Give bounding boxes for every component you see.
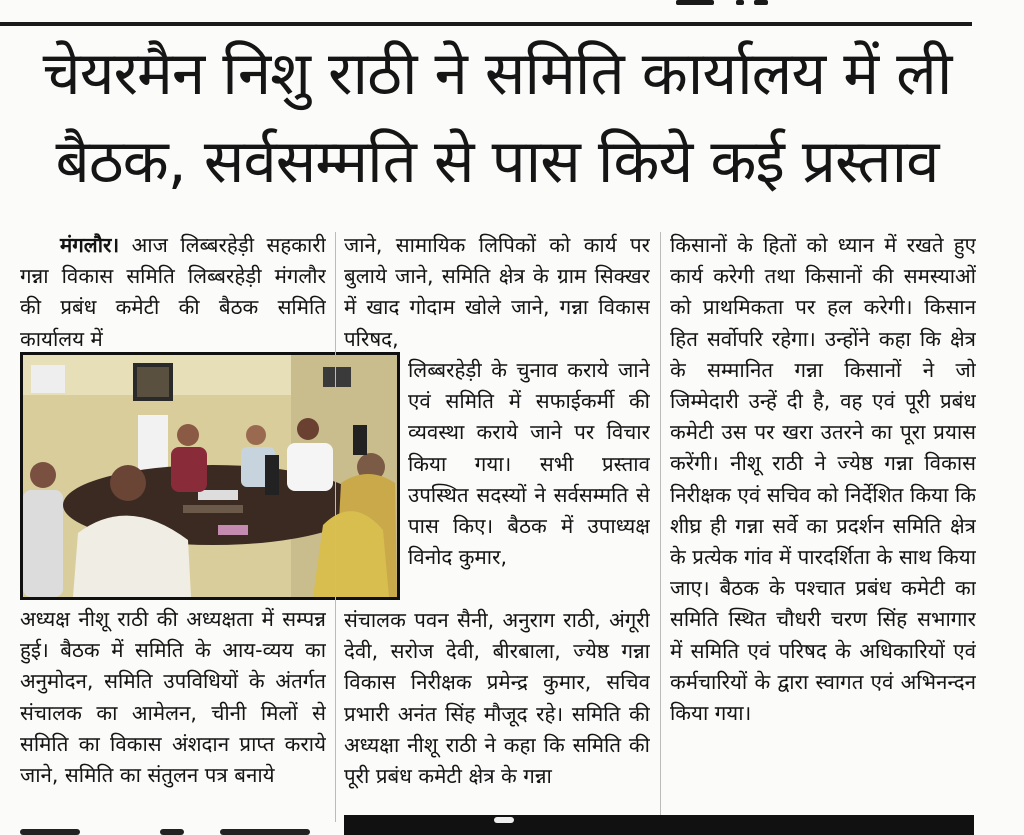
column-1-top bbox=[20, 230, 326, 355]
column-2-top-text: जाने, सामायिक लिपिकों को कार्य पर बुलाये जाने, समिति क्षेत्र के ग्राम सिक्खर में खाद गोदाम खोले जाने, गन्ना विकास परिषद, bbox=[344, 233, 650, 351]
dateline: मंगलौर। bbox=[60, 233, 120, 257]
column-1-bottom bbox=[20, 604, 326, 824]
column-3-text: किसानों के हितों को ध्यान में रखते हुए कार्य करेगी तथा किसानों की समस्याओं को प्राथमिकता पर हल करेगी। किसान हित सर्वोपरि रहेगा। उन्होंने कहा कि क्षेत्र के सम्मानित गन्ना किसानों ने जो जिम्मेदारी उन्हें दी है, वह एवं पूरी प्रबंध कमेटी उस पर खरा उतरने का पूरा प्रयास करेंगी। नीशू राठी ने ज्येष्ठ गन्ना विकास निरीक्षक एवं सचिव को निर्देशित किया कि शीघ्र ही गन्ना सर्वे का प्रदर्शन समिति क्षेत्र के प्रत्येक गांव में पारदर्शिता के साथ किया जाए। बैठक के पश्चात प्रबंध कमेटी का समिति स्थित चौधरी चरण सिंह सभागार में समिति एवं परिषद के अधिकारियों एवं कर्मचारियों के द्वारा स्वागत एवं अभिनन्दन किया गया। bbox=[670, 233, 976, 726]
headline: चेयरमैन निशु राठी ने समिति कार्यालय में ली बैठक, सर्वसम्मति से पास किये कई प्रस्ताव bbox=[42, 39, 952, 197]
column-2-bottom bbox=[344, 605, 650, 825]
column-1-bottom-text: अध्यक्ष नीशू राठी की अध्यक्षता में सम्पन्न हुई। बैठक में समिति के आय-व्यय का अनुमोदन, समिति उपविधियों के अंतर्गत संचालक का आमेलन, चीनी मिलों से समिति का विकास अंशदान प्राप्त कराये जाने, समिति का संतुलन पत्र बनाये bbox=[20, 607, 326, 788]
column-2-middle bbox=[408, 355, 650, 605]
column-divider-2 bbox=[660, 232, 661, 822]
column-divider-1 bbox=[335, 232, 336, 822]
next-article-fragment bbox=[20, 822, 320, 835]
meeting-photo bbox=[20, 352, 400, 600]
column-2-bottom-text: संचालक पवन सैनी, अनुराग राठी, अंगूरी देवी, सरोज देवी, बीरबाला, ज्येष्ठ गन्ना विकास निरीक्षक प्रमेन्द्र कुमार, सचिव प्रभारी अनंत सिंह मौजूद रहे। समिति की अध्यक्षा नीशू राठी ने कहा कि समिति की पूरी प्रबंध कमेटी क्षेत्र के गन्ना bbox=[344, 608, 650, 789]
top-rule bbox=[0, 22, 972, 26]
column-3 bbox=[670, 230, 976, 825]
next-article-bar bbox=[344, 815, 974, 835]
previous-article-fragment bbox=[676, 0, 796, 8]
column-1 bbox=[20, 230, 326, 788]
meeting-photo-illustration bbox=[23, 355, 397, 597]
column-2-middle-text: लिब्बरहेड़ी के चुनाव कराये जाने एवं समिति में सफाईकर्मी की व्यवस्था कराये जाने पर विचार किया गया। सभी प्रस्ताव उपस्थित सदस्यों ने सर्वसम्मति से पास किए। बैठक में उपाध्यक्ष विनोद कुमार, bbox=[408, 358, 650, 570]
column-1-top-text: आज लिब्बरहेड़ी सहकारी गन्ना विकास समिति लिब्बरहेड़ी मंगलौर की प्रबंध कमेटी की बैठक समिति कार्यालय में bbox=[20, 233, 326, 351]
column-2-top bbox=[344, 230, 650, 355]
